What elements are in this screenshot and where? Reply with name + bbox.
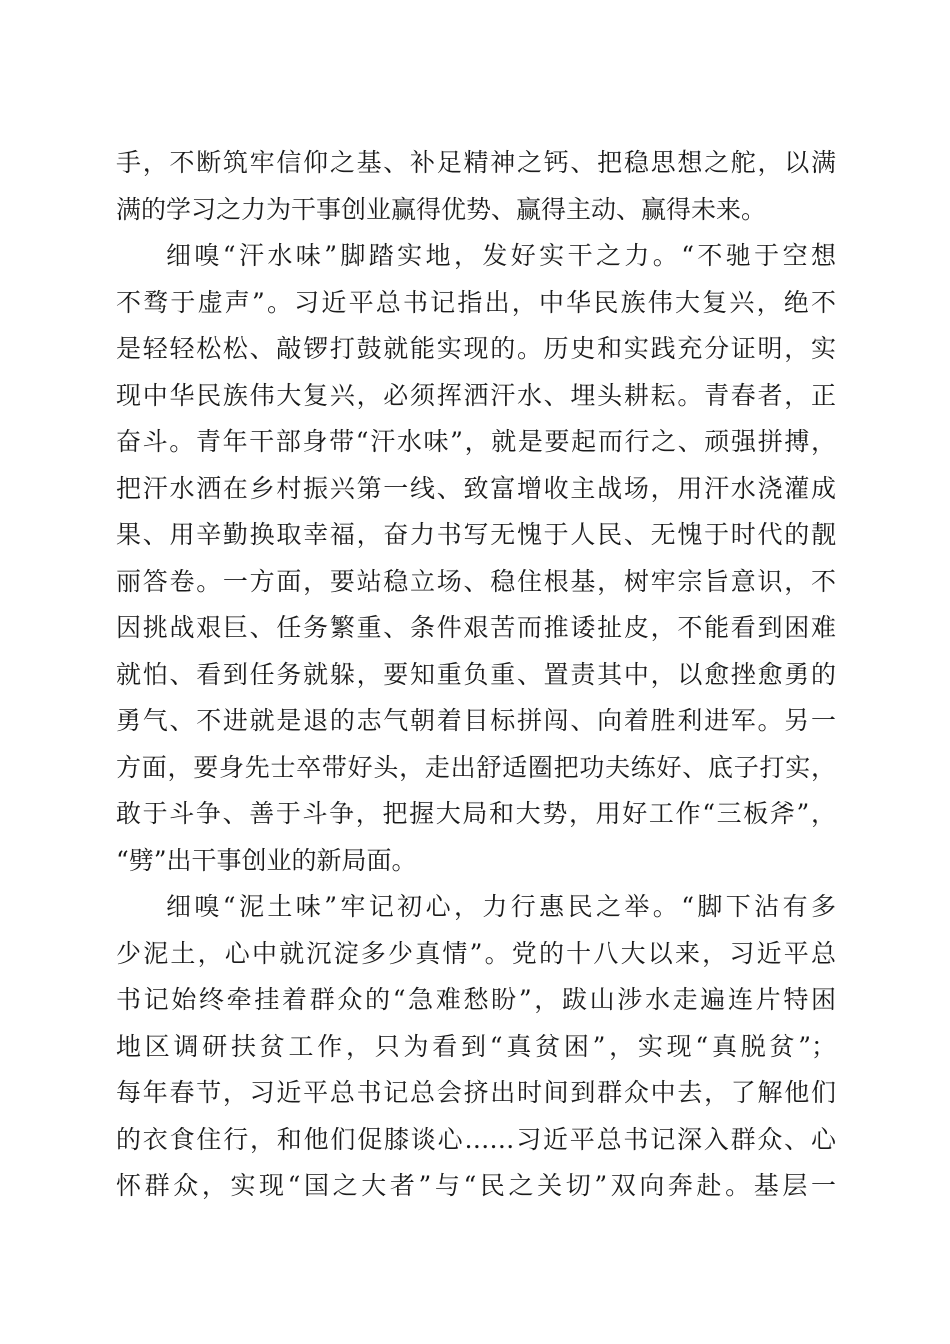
text-line: 少泥土，心中就沉淀多少真情”。党的十八大以来，习近平总	[116, 938, 836, 968]
text-line: 就怕、看到任务就躲，要知重负重、置责其中，以愈挫愈勇的	[116, 659, 836, 689]
text-line: 手，不断筑牢信仰之基、补足精神之钙、把稳思想之舵，以满	[116, 148, 836, 177]
text-line: 奋斗。青年干部身带“汗水味”，就是要起而行之、顽强拼搏，	[116, 427, 836, 456]
text-line: 书记始终牵挂着群众的“急难愁盼”，跋山涉水走遍连片特困	[116, 985, 836, 1014]
body-text	[116, 140, 836, 1210]
text-line: 的衣食住行，和他们促膝谈心……习近平总书记深入群众、心	[116, 1124, 836, 1154]
paragraph-start-line: 细嗅“泥土味”牢记初心，力行惠民之举。“脚下沾有多	[166, 892, 836, 921]
text-line: 丽答卷。一方面，要站稳立场、稳住根基，树牢宗旨意识，不	[116, 566, 836, 596]
text-line: 不骛于虚声”。习近平总书记指出，中华民族伟大复兴，绝不	[116, 287, 836, 317]
text-line: 满的学习之力为干事创业赢得优势、赢得主动、赢得未来。	[116, 194, 767, 224]
paragraph-start-line: 细嗅“汗水味”脚踏实地，发好实干之力。“不驰于空想	[166, 241, 836, 270]
text-line: 敢于斗争、善于斗争，把握大局和大势，用好工作“三板斧”，	[116, 799, 836, 828]
text-line: 地区调研扶贫工作，只为看到“真贫困”，实现“真脱贫”；	[116, 1031, 836, 1061]
text-line: 因挑战艰巨、任务繁重、条件艰苦而推诿扯皮，不能看到困难	[116, 613, 836, 642]
text-line: “劈”出干事创业的新局面。	[116, 845, 417, 875]
text-line: 果、用辛勤换取幸福，奋力书写无愧于人民、无愧于时代的靓	[116, 520, 836, 549]
text-line: 勇气、不进就是退的志气朝着目标拼闯、向着胜利进军。另一	[116, 706, 836, 735]
text-line: 是轻轻松松、敲锣打鼓就能实现的。历史和实践充分证明，实	[116, 334, 836, 363]
text-line: 每年春节，习近平总书记总会挤出时间到群众中去，了解他们	[116, 1078, 836, 1107]
text-line: 把汗水洒在乡村振兴第一线、致富增收主战场，用汗水浇灌成	[116, 473, 836, 503]
text-line: 现中华民族伟大复兴，必须挥洒汗水、埋头耕耘。青春者，正	[116, 380, 836, 410]
text-line: 方面，要身先士卒带好头，走出舒适圈把功夫练好、底子打实，	[116, 752, 836, 782]
text-line: 怀群众，实现“国之大者”与“民之关切”双向奔赴。基层一	[116, 1171, 836, 1200]
